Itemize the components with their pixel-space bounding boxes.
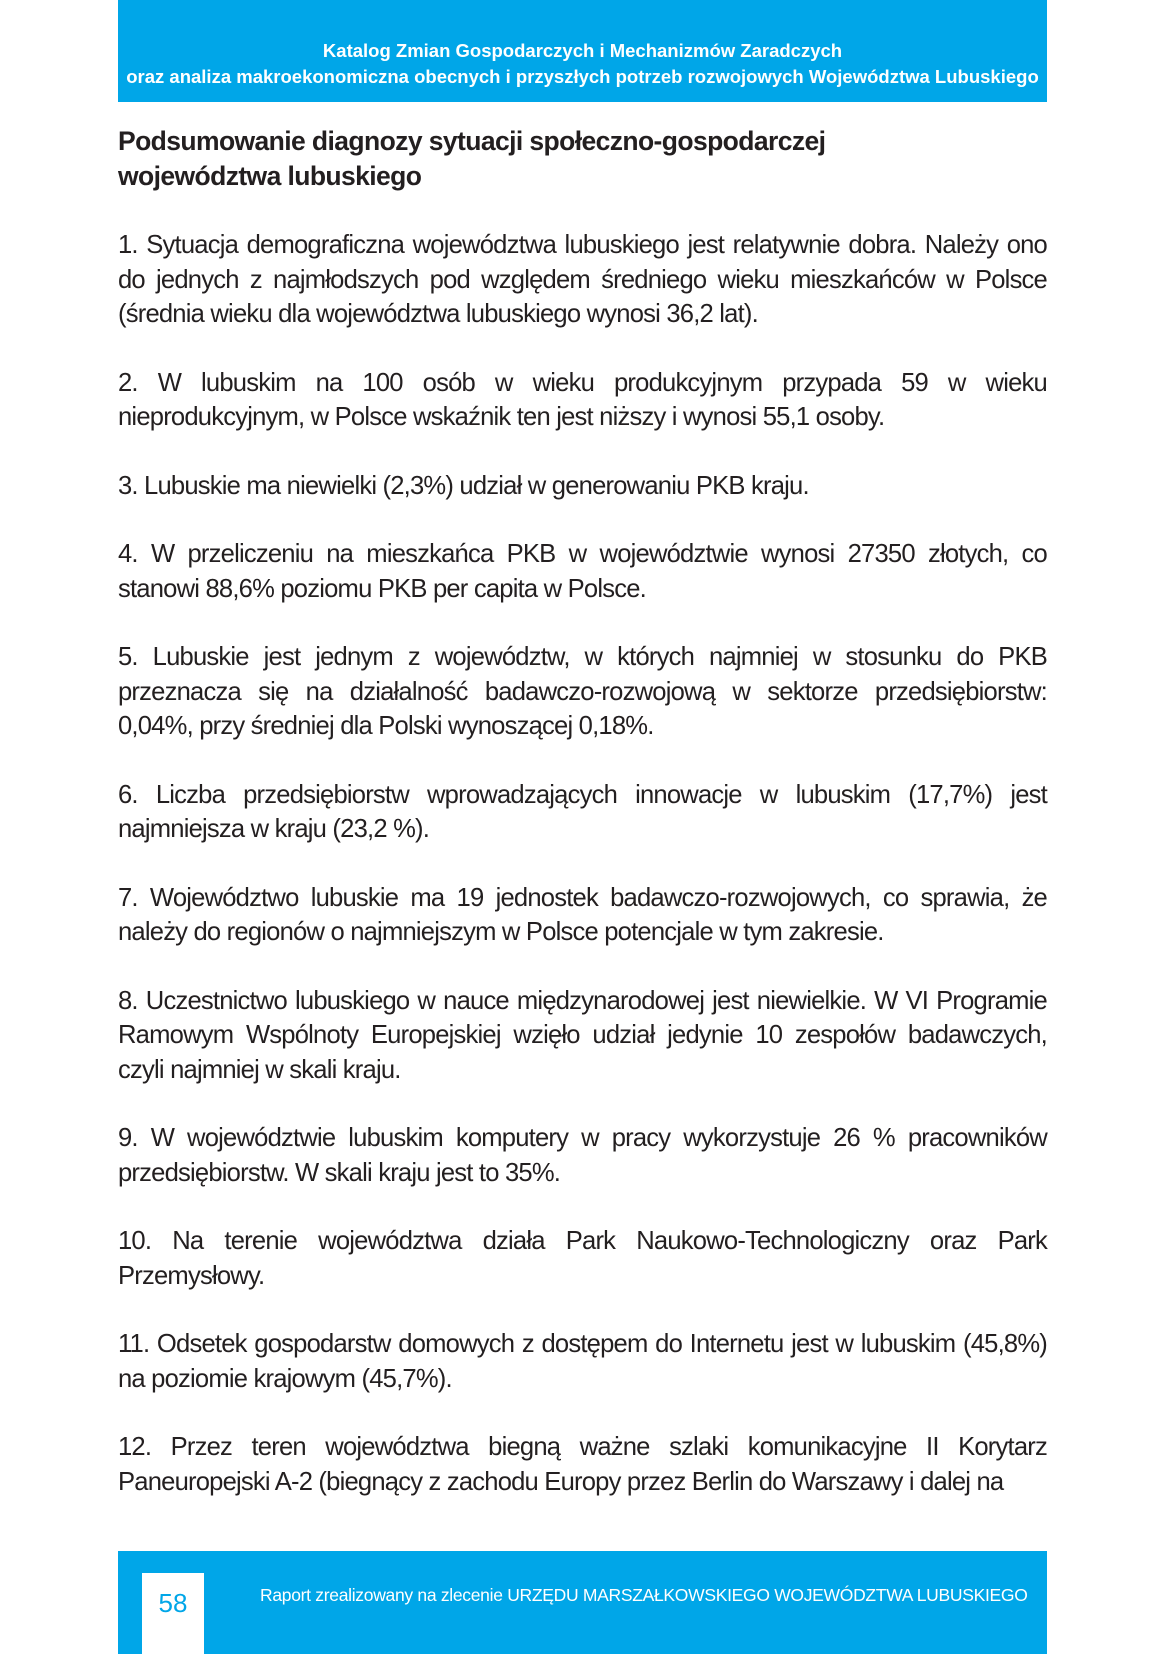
summary-item-4: 4. W przeliczeniu na mieszkańca PKB w województwie wynosi 27350 złotych, co stanowi 88,6% poziomu PKB per capita w Polsce. [118, 540, 1047, 603]
header-band [118, 0, 1047, 102]
summary-item-1: 1. Sytuacja demograficzna województwa lubuskiego jest relatywnie dobra. Należy ono do jednych z najmłodszych pod względem średniego wieku mieszkańców w Polsce (średnia wieku dla województwa lubuskiego wynosi 36,2 lat). [118, 231, 1047, 328]
header-title-line-1: Katalog Zmian Gospodarczych i Mechanizmów Zaradczych [322, 40, 843, 61]
section-title [118, 124, 1047, 194]
summary-item-12: 12. Przez teren województwa biegną ważne szlaki komunikacyjne II Korytarz Paneuropejski A-2 (biegnący z zachodu Europy przez Berlin do Warszawy i dalej na [118, 1433, 1047, 1496]
summary-item-5: 5. Lubuskie jest jednym z województw, w których najmniej w stosunku do PKB przeznacza się na działalność badawczo-rozwojową w sektorze przedsiębiorstw: 0,04%, przy średniej dla Polski wynoszącej 0,18%. [118, 643, 1047, 740]
summary-item-9: 9. W województwie lubuskim komputery w pracy wykorzystuje 26 % pracowników przedsiębiorstw. W skali kraju jest to 35%. [118, 1124, 1047, 1187]
summary-item-7: 7. Województwo lubuskie ma 19 jednostek badawczo-rozwojowych, co sprawia, że należy do regionów o najmniejszym w Polsce potencjale w tym zakresie. [118, 883, 1047, 946]
page-number: 58 [142, 1573, 204, 1654]
footer-text: Raport zrealizowany na zlecenie URZĘDU MARSZAŁKOWSKIEGO WOJEWÓDZTWA LUBUSKIEGO [260, 1585, 1028, 1605]
section-title-line-1: Podsumowanie diagnozy sytuacji społeczno-gospodarczej [118, 126, 826, 156]
summary-item-8: 8. Uczestnictwo lubuskiego w nauce międzynarodowej jest niewielkie. W VI Programie Ramowym Wspólnoty Europejskiej wzięło udział jedynie 10 zespołów badawczych, czyli najmniej w skali kraju. [118, 986, 1047, 1084]
summary-item-10: 10. Na terenie województwa działa Park Naukowo-Technologiczny oraz Park Przemysłowy. [118, 1227, 1047, 1290]
header-title-line-2: oraz analiza makroekonomiczna obecnych i przyszłych potrzeb rozwojowych Województwa Lubuskiego [126, 66, 1039, 87]
footer-band [118, 1551, 1047, 1654]
page-content [118, 124, 1047, 1533]
summary-item-2: 2. W lubuskim na 100 osób w wieku produkcyjnym przypada 59 w wieku nieprodukcyjnym, w Polsce wskaźnik ten jest niższy i wynosi 55,1 osoby. [118, 368, 1047, 431]
summary-item-11: 11. Odsetek gospodarstw domowych z dostępem do Internetu jest w lubuskim (45,8%) na poziomie krajowym (45,7%). [118, 1330, 1047, 1393]
summary-item-3: 3. Lubuskie ma niewielki (2,3%) udział w generowaniu PKB kraju. [118, 471, 809, 500]
section-title-line-2: województwa lubuskiego [118, 161, 422, 191]
summary-item-6: 6. Liczba przedsiębiorstw wprowadzających innowacje w lubuskim (17,7%) jest najmniejsza w kraju (23,2 %). [118, 780, 1047, 843]
